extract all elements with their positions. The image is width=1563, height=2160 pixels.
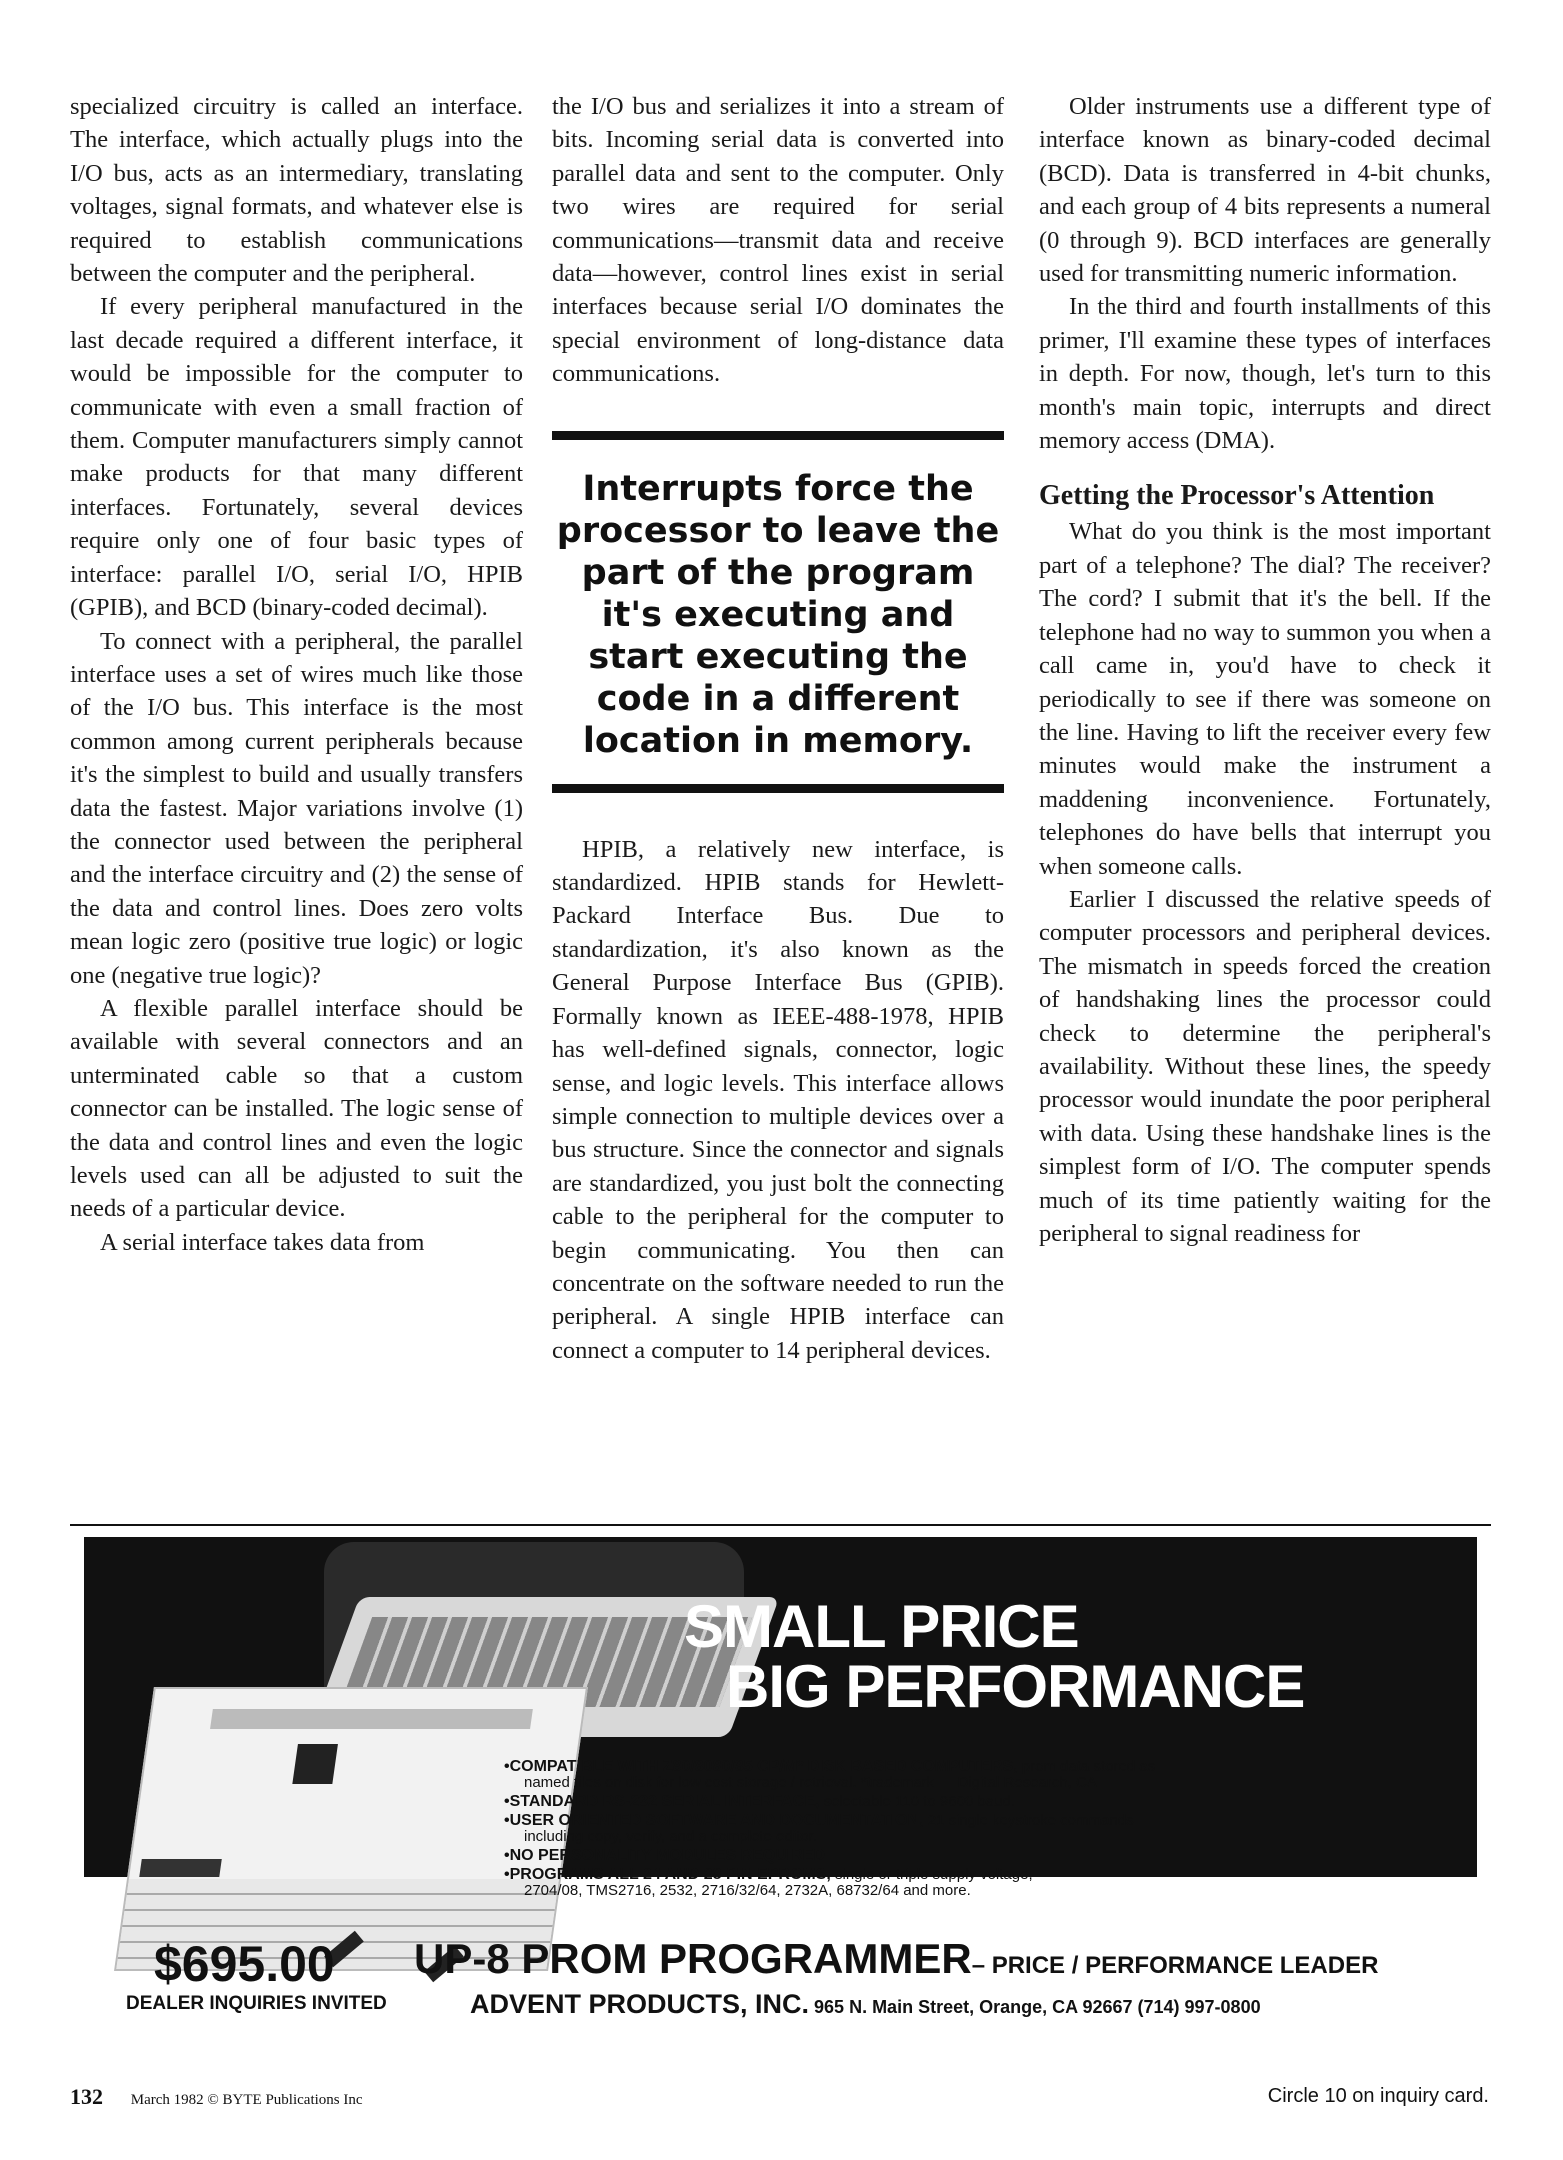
pull-quote-rule-bottom [552,784,1004,793]
section-heading: Getting the Processor's Attention [1039,480,1435,512]
pull-quote-text: Interrupts force the processor to leave the part of the program it's executing and start executing the code in a different location in memory. [556,468,1000,761]
paragraph: the I/O bus and serializes it into a stream of bits. Incoming serial data is converted into parallel data and sent to the computer. Only two wires are required for serial communications—transmit data and receive data—however, control lines exist in serial interfaces because serial I/O dominates the special environment of long-distance data communications. [552,93,1004,388]
ad-headline [684,1593,1305,1720]
inquiry-note: Circle 10 on inquiry card. [1267,2085,1489,2107]
paragraph: HPIB, a relatively new interface, is standardized. HPIB stands for Hewlett-Packard Interface Bus. Due to standardization, it's also known as the General Purpose Interface Bus (GPIB). Formally known as IEEE-488-1978, HPIB has well-defined signals, connector, logic sense, and logic levels. This interface allows simple connection to multiple devices over a bus structure. Since the connector and signals are standardized, you just bolt the connecting cable to the peripheral for the computer to begin communicating. You then can concentrate on the software needed to run the peripheral. A single HPIB interface can connect a computer to 14 peripheral devices. [552,835,1004,1364]
article-column-3 [1039,90,1491,1250]
feature-list [504,1759,1464,1902]
feature-item: •STANDARD RS-232 SERIAL INTERFACE, selectable 110 to 9600 baud. [504,1793,1015,1810]
dealer-note: DEALER INQUIRIES INVITED [126,1993,387,2014]
article-column-2 [552,90,1004,1367]
paragraph: Older instruments use a different type of interface known as binary-coded decimal (BCD). Data is transferred in 4-bit chunks, and each group of 4 bits represents a numeral (0 through 9). BCD interfaces are generally used for transmitting numeric information. [1039,93,1491,288]
ad-headline-line-2: BIG PERFORMANCE [726,1653,1305,1720]
article-column-1 [70,90,523,1259]
company-info: ADVENT PRODUCTS, INC. 965 N. Main Street, Orange, CA 92667 (714) 997-0800 [470,1989,1261,2019]
zif-socket-icon [292,1744,338,1784]
paragraph: What do you think is the most important part of a telephone? The dial? The receiver? The cord? I submit that it's the bell. If the telephone had no way to summon you when a call came in, you'd have to check it periodically to see if there was someone on the line. Having to lift the receiver every few minutes would make the instrument a maddening inconvenience. Fortunately, telephones do have bells that interrupt you when someone calls. [1039,518,1491,880]
ad-price: $695.00 [154,1936,335,1992]
product-name: UP-8 PROM PROGRAMMER– PRICE / PERFORMANCE LEADER [414,1935,1379,1982]
pull-quote [552,431,1004,793]
ad-headline-line-1: SMALL PRICE [684,1593,1079,1660]
pull-quote-rule-top [552,431,1004,440]
paragraph: A serial interface takes data from [100,1228,425,1256]
paragraph: If every peripheral manufactured in the last decade required a different interface, it would be impossible for the computer to communicate with even a small fraction of them. Computer manufacturers simply cannot make products for that many different interfaces. Fortunately, several devices require only one of four basic types of interface: parallel I/O, serial I/O, HPIB (GPIB), and BCD (binary-coded decimal). [70,293,523,622]
paragraph: Earlier I discussed the relative speeds of computer processors and peripheral devices. The mismatch in speeds forced the creation of handshaking lines the processor could check to determine the peripheral's availability. Without these lines, the speedy processor would inundate the poor peripheral with data. Using these handshake lines is the simplest form of I/O. The computer spends much of its time patiently waiting for the peripheral to signal readiness for [1039,885,1491,1247]
advertisement [84,1537,1477,2035]
feature-item: •NO PERSONALITY MODULES REQUIRED [504,1847,825,1864]
feature-item: •COMPATIBLE WITH Z80/8080/85 CP/M* DISK BASED COMPUTERS, prom data stored as named files on disk for low cost storage / retrieval. *trademark — Digital Research, CA [504,1758,1156,1791]
issue-credit: March 1982 © BYTE Publications Inc [130,2092,363,2108]
feature-item: •USER ORIENTED SOFTWARE AND DOCUMENTATION, 21 single keystroke commands including copy, verify, and a complete editor. [504,1812,1134,1845]
paragraph: specialized circuitry is called an interface. The interface, which actually plugs into the I/O bus, acts as an intermediary, translating voltages, signal formats, and whatever else is required to establish communications between the computer and the peripheral. [70,93,523,288]
paragraph: In the third and fourth installments of this primer, I'll examine these types of interfaces in depth. For now, though, let's turn to this month's main topic, interrupts and direct memory access (DMA). [1039,293,1491,455]
paragraph: To connect with a peripheral, the parallel interface uses a set of wires much like those of the I/O bus. This interface is the most common among current peripherals because it's the simplest to build and usually transfers data the fastest. Major variations involve (1) the connector used between the peripheral and the interface circuitry and (2) the sense of the data and control lines. Does zero volts mean logic zero (positive true logic) or logic one (negative true logic)? [70,627,523,989]
page-number: 132 [70,2084,103,2109]
paragraph: A flexible parallel interface should be available with several connectors and an unterminated cable so that a custom connector can be installed. The logic sense of the data and control lines and even the logic levels used can all be adjusted to suit the needs of a particular device. [70,994,523,1223]
page-footer [70,2084,363,2110]
feature-item: •PROGRAMS ALL 24 AND 28 PIN EPROMS, single or triple supply voltage, 2704/08, TMS2716, 2532, 2716/32/64, 2732A, 68732/64 and more. [504,1866,1033,1899]
article-ad-divider [70,1524,1491,1526]
